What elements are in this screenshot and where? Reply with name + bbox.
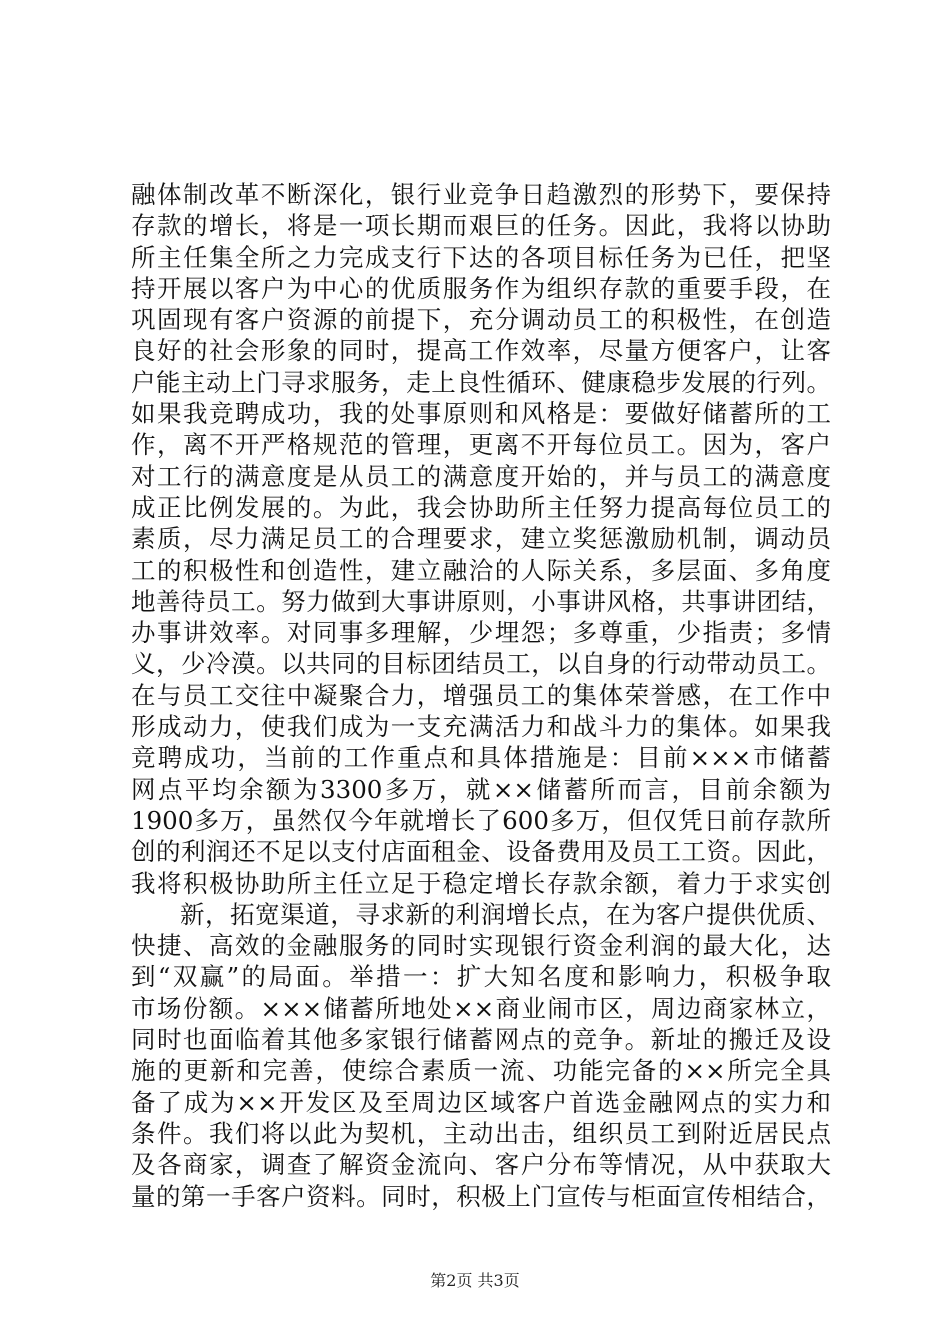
text-line: 量的第一手客户资料。同时，积极上门宣传与柜面宣传相结合， bbox=[131, 1181, 831, 1211]
text-line: 如果我竞聘成功，我的处事原则和风格是：要做好储蓄所的工 bbox=[131, 399, 831, 429]
paragraph-2 bbox=[131, 899, 831, 1212]
text-line: 素质，尽力满足员工的合理要求，建立奖惩激励机制，调动员 bbox=[131, 524, 831, 554]
text-line: 地善待员工。努力做到大事讲原则，小事讲风格，共事讲团结， bbox=[131, 586, 831, 616]
text-line: 施的更新和完善，使综合素质一流、功能完备的××所完全具 bbox=[131, 1056, 831, 1086]
text-line: 户能主动上门寻求服务，走上良性循环、健康稳步发展的行列。 bbox=[131, 367, 831, 397]
page-footer bbox=[0, 1268, 950, 1291]
paragraph-1 bbox=[131, 179, 831, 899]
text-line: 持开展以客户为中心的优质服务作为组织存款的重要手段，在 bbox=[131, 273, 831, 303]
text-line: 条件。我们将以此为契机，主动出击，组织员工到附近居民点 bbox=[131, 1118, 831, 1148]
text-line: 成正比例发展的。为此，我会协助所主任努力提高每位员工的 bbox=[131, 492, 831, 522]
text-line: 对工行的满意度是从员工的满意度开始的，并与员工的满意度 bbox=[131, 461, 831, 491]
text-line: 创的利润还不足以支付店面租金、设备费用及员工工资。因此， bbox=[131, 837, 831, 867]
text-line: 形成动力，使我们成为一支充满活力和战斗力的集体。如果我 bbox=[131, 712, 831, 742]
text-line: 同时也面临着其他多家银行储蓄网点的竞争。新址的搬迁及设 bbox=[131, 1025, 831, 1055]
text-line: 义，少冷漠。以共同的目标团结员工，以自身的行动带动员工。 bbox=[131, 649, 831, 679]
text-line: 快捷、高效的金融服务的同时实现银行资金利润的最大化，达 bbox=[131, 931, 831, 961]
text-line: 巩固现有客户资源的前提下，充分调动员工的积极性，在创造 bbox=[131, 305, 831, 335]
text-line: 作，离不开严格规范的管理，更离不开每位员工。因为，客户 bbox=[131, 430, 831, 460]
page-number-label: 第2页 共3页 bbox=[430, 1271, 520, 1290]
text-line: 存款的增长，将是一项长期而艰巨的任务。因此，我将以协助 bbox=[131, 211, 831, 241]
text-line: 良好的社会形象的同时，提高工作效率，尽量方便客户，让客 bbox=[131, 336, 831, 366]
text-line: 新，拓宽渠道，寻求新的利润增长点，在为客户提供优质、 bbox=[180, 899, 831, 929]
text-line: 在与员工交往中凝聚合力，增强员工的集体荣誉感，在工作中 bbox=[131, 680, 831, 710]
text-line: 网点平均余额为3300多万，就××储蓄所而言，目前余额为 bbox=[131, 774, 831, 804]
body-text bbox=[131, 179, 831, 1212]
text-line: 工的积极性和创造性，建立融洽的人际关系，多层面、多角度 bbox=[131, 555, 831, 585]
text-line: 办事讲效率。对同事多理解，少埋怨；多尊重，少指责；多情 bbox=[131, 618, 831, 648]
text-line: 1900多万，虽然仅今年就增长了600多万，但仅凭日前存款所 bbox=[131, 805, 831, 835]
text-line: 所主任集全所之力完成支行下达的各项目标任务为已任，把坚 bbox=[131, 242, 831, 272]
text-line: 备了成为××开发区及至周边区域客户首选金融网点的实力和 bbox=[131, 1087, 831, 1117]
text-line: 我将积极协助所主任立足于稳定增长存款余额，着力于求实创 bbox=[131, 868, 831, 898]
text-line: 市场份额。×××储蓄所地处××商业闹市区，周边商家林立， bbox=[131, 993, 831, 1023]
text-line: 及各商家，调查了解资金流向、客户分布等情况，从中获取大 bbox=[131, 1150, 831, 1180]
text-line: 竞聘成功，当前的工作重点和具体措施是：目前×××市储蓄 bbox=[131, 743, 831, 773]
text-line: 到“双赢”的局面。举措一：扩大知名度和影响力，积极争取 bbox=[131, 962, 831, 992]
text-line: 融体制改革不断深化，银行业竞争日趋激烈的形势下，要保持 bbox=[131, 180, 831, 209]
